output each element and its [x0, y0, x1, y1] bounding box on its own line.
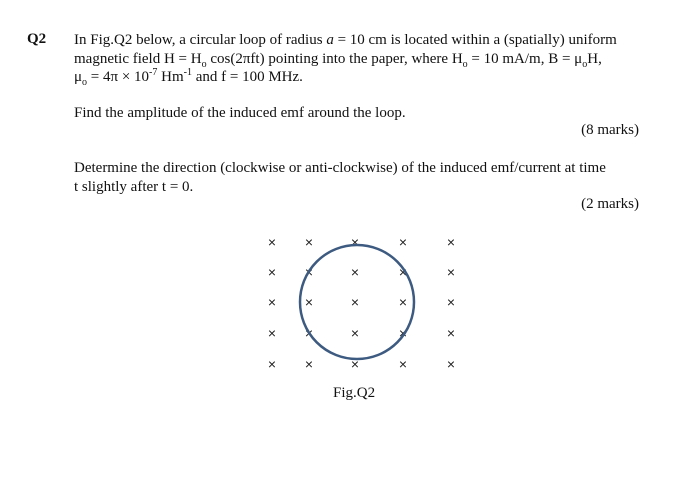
field-x-mark: ×: [446, 294, 456, 310]
part2-line-1: Determine the direction (clockwise or anti-clockwise) of the induced emf/current at time: [74, 160, 606, 176]
field-x-mark: ×: [398, 234, 408, 250]
figure-caption: Fig.Q2: [333, 385, 376, 401]
field-x-mark: ×: [446, 264, 456, 280]
field-x-mark: ×: [304, 356, 314, 372]
field-x-mark: ×: [350, 234, 360, 250]
field-x-mark: ×: [398, 294, 408, 310]
field-x-mark: ×: [350, 356, 360, 372]
field-x-mark: ×: [446, 325, 456, 341]
field-x-mark: ×: [267, 294, 277, 310]
field-x-mark: ×: [350, 264, 360, 280]
part1-text: Find the amplitude of the induced emf around the loop.: [74, 105, 406, 121]
field-x-mark: ×: [267, 264, 277, 280]
field-x-mark: ×: [398, 325, 408, 341]
field-x-mark: ×: [304, 325, 314, 341]
field-x-mark: ×: [267, 325, 277, 341]
intro-line-1: In Fig.Q2 below, a circular loop of radius a = 10 cm is located within a (spatially) uniform: [74, 32, 617, 48]
magnetic-field-grid: [268, 234, 455, 372]
field-x-mark: ×: [267, 234, 277, 250]
field-x-mark: ×: [304, 294, 314, 310]
field-x-mark: ×: [350, 325, 360, 341]
field-x-mark: ×: [304, 234, 314, 250]
field-x-mark: ×: [446, 234, 456, 250]
field-x-mark: ×: [267, 356, 277, 372]
question-number: Q2: [27, 31, 47, 47]
intro-line-2: magnetic field $H = H_o$ cos(2πft) pointing into the paper, where $H_o = 10$ mA/m, $B = \mu_oH$,: [74, 50, 602, 70]
field-x-mark: ×: [350, 294, 360, 310]
field-x-mark: ×: [304, 264, 314, 280]
field-x-mark: ×: [398, 356, 408, 372]
part2-marks: (2 marks): [581, 196, 639, 212]
intro-line-3: $\mu_o = 4\pi \times 10^{-7}$ $Hm^{-1}$ and f = 100 MHz.: [74, 67, 303, 88]
field-x-mark: ×: [446, 356, 456, 372]
part1-marks: (8 marks): [581, 122, 639, 138]
field-x-mark: ×: [398, 264, 408, 280]
part2-line-2: t slightly after t = 0.: [74, 178, 194, 195]
